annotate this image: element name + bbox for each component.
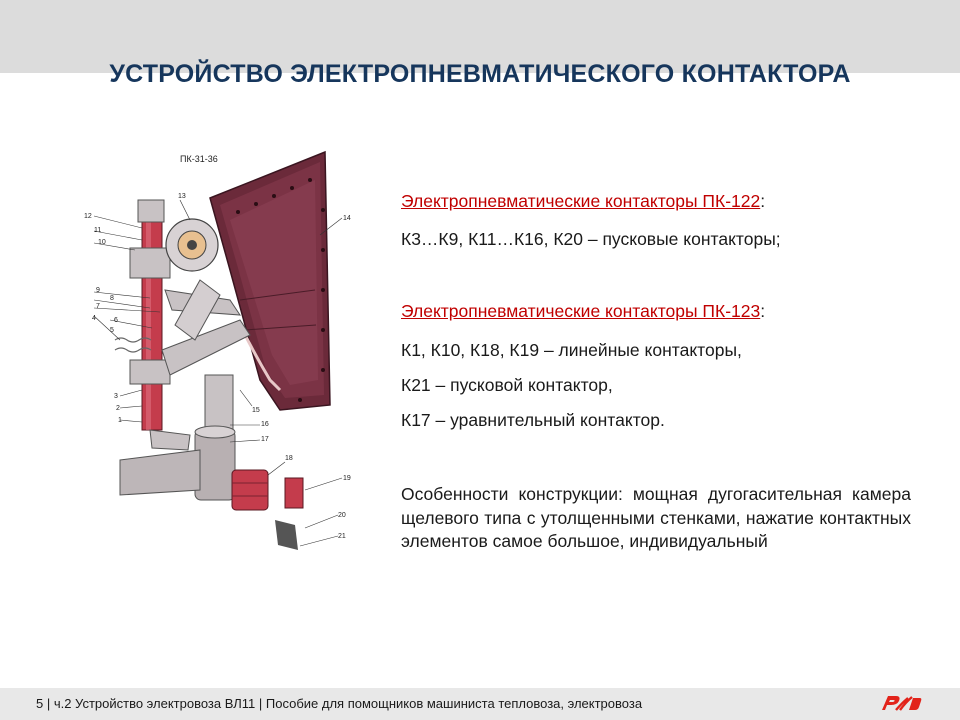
arc-chute <box>210 152 330 410</box>
group2-heading <box>401 300 765 322</box>
group2-line-1: К1, К10, К18, К19 – линейные контакторы, <box>401 340 742 360</box>
callout-13: 13 <box>178 193 186 200</box>
callout-17: 17 <box>261 436 269 443</box>
callout-5: 5 <box>110 327 114 334</box>
callout-21: 21 <box>338 533 346 540</box>
callout-12: 12 <box>84 213 92 220</box>
group2-line-3: К17 – уравнительный контактор. <box>401 410 665 430</box>
callout-11: 11 <box>94 227 102 234</box>
callout-1: 1 <box>118 417 122 424</box>
callout-19: 19 <box>343 475 351 482</box>
features-paragraph: Особенности конструкции: мощная дугогасительная камера щелевого типа с утолщенными стенками, нажатие контактных элементов самое большое, индивидуальный <box>401 484 911 551</box>
footer-bar <box>0 688 960 720</box>
group1-heading <box>401 190 765 212</box>
callout-18: 18 <box>285 455 293 462</box>
callout-6: 6 <box>114 317 118 324</box>
group1-heading-colon: : <box>760 191 766 211</box>
rzd-logo <box>876 690 924 716</box>
magnet-coil <box>232 470 303 550</box>
drive-cylinder <box>166 219 218 271</box>
group2-heading-link: Электропневматические контакторы ПК-123 <box>401 301 761 321</box>
callout-7: 7 <box>96 303 100 310</box>
slide-title: УСТРОЙСТВО ЭЛЕКТРОПНЕВМАТИЧЕСКОГО КОНТАКТОРА <box>109 60 851 88</box>
group1-line-1: К3…К9, К11…К16, К20 – пусковые контакторы; <box>401 229 781 249</box>
contactor-drawing <box>80 150 360 560</box>
group1-heading-link: Электропневматические контакторы ПК-122 <box>401 191 761 211</box>
footer-text: 5 | ч.2 Устройство электровоза ВЛ11 | Пособие для помощников машиниста тепловоза, электровоза <box>36 696 643 711</box>
callout-14: 14 <box>343 215 351 222</box>
group2-heading-colon: : <box>760 301 766 321</box>
callout-10: 10 <box>98 239 106 246</box>
diagram-caption: ПК-31-36 <box>180 154 218 164</box>
callout-8: 8 <box>110 295 114 302</box>
callout-9: 9 <box>96 287 100 294</box>
callout-2: 2 <box>116 405 120 412</box>
group2-line-2: К21 – пусковой контактор, <box>401 375 613 395</box>
callout-4: 4 <box>92 315 96 322</box>
callout-16: 16 <box>261 421 269 428</box>
callout-3: 3 <box>114 393 118 400</box>
contactor-diagram <box>80 150 360 560</box>
callout-20: 20 <box>338 512 346 519</box>
callout-15: 15 <box>252 407 260 414</box>
